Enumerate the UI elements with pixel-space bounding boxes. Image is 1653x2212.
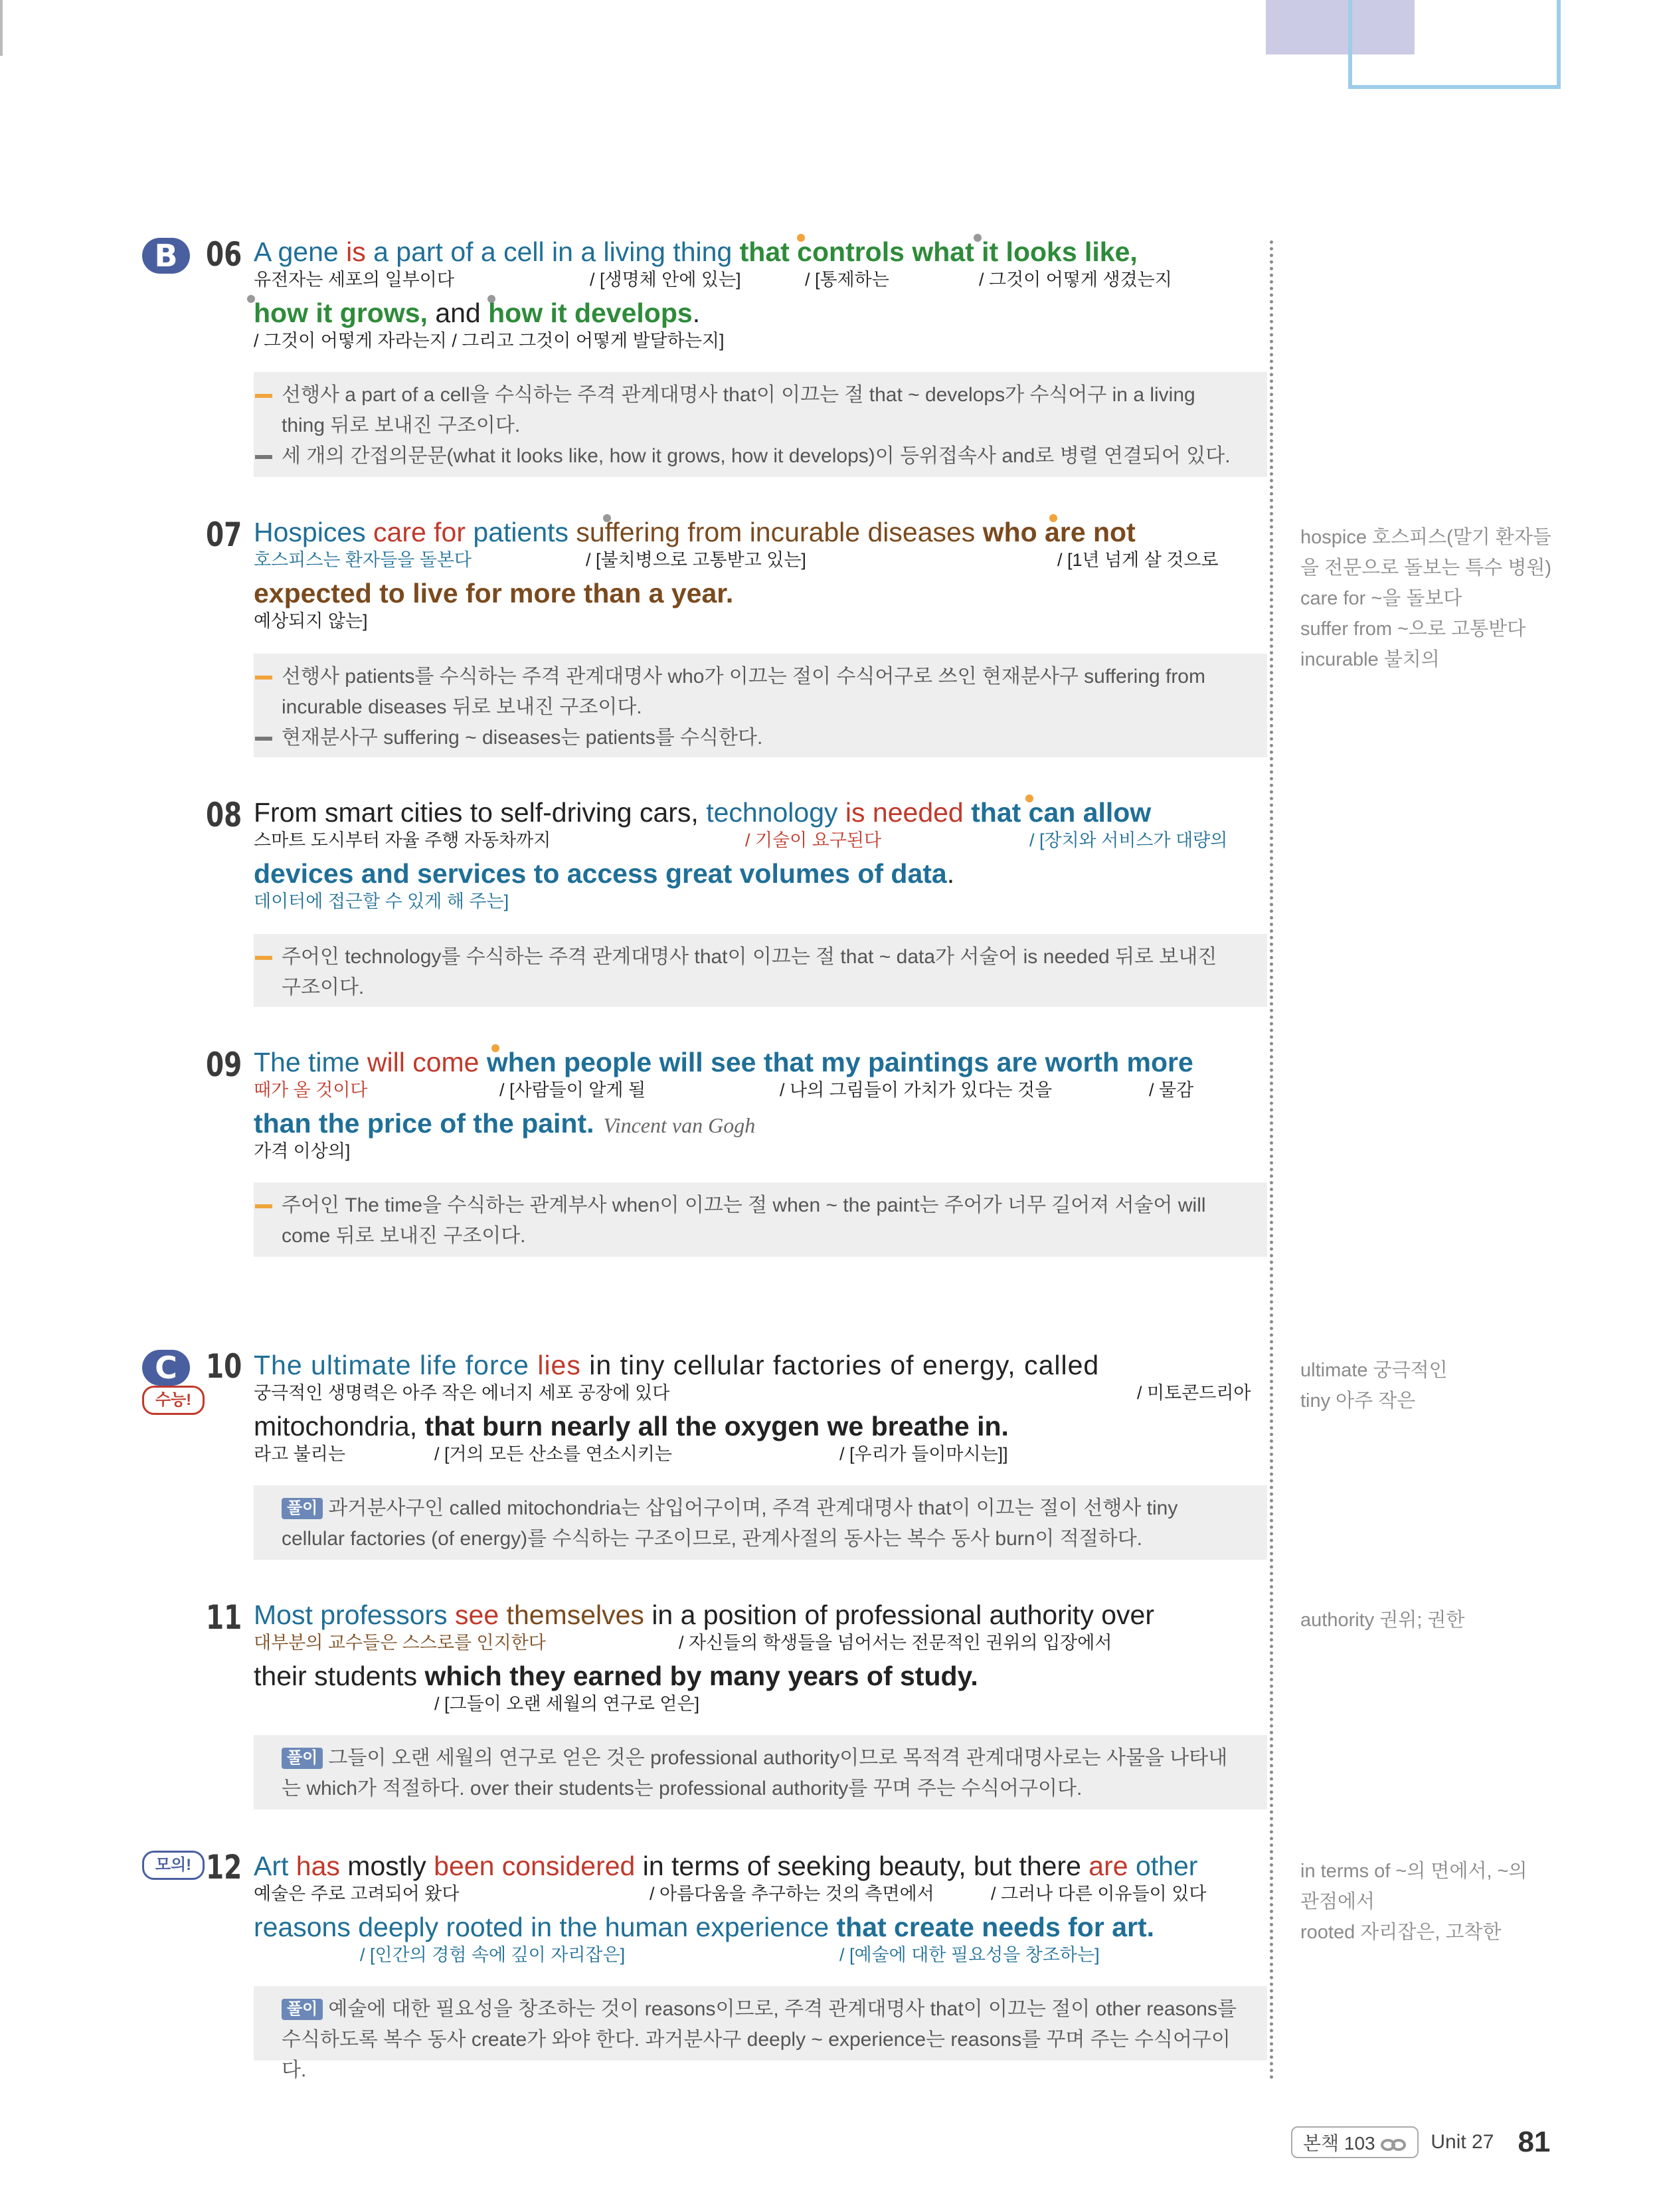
item-number: 08 bbox=[206, 796, 242, 834]
sentence-line: how it grows, and how it develops. bbox=[254, 298, 701, 328]
unit-label: Unit 27 bbox=[1431, 2131, 1494, 2153]
item-number: 10 bbox=[206, 1347, 242, 1386]
item-number: 07 bbox=[206, 515, 242, 554]
sentence-line: From smart cities to self-driving cars, technology is needed that can allow bbox=[254, 797, 1152, 828]
book-reference: 본책 103 bbox=[1291, 2126, 1419, 2158]
column-divider bbox=[1270, 240, 1273, 2080]
grammar-note: 주어인 technology를 수식하는 주격 관계대명사 that이 이끄는 절 that ~ data가 서술어 is needed 뒤로 보내진 구조이다. bbox=[254, 934, 1267, 1007]
section-b-badge: B bbox=[142, 238, 190, 274]
item-number: 11 bbox=[206, 1598, 242, 1637]
sentence-line: reasons deeply rooted in the human experience that create needs for art. bbox=[254, 1912, 1155, 1942]
translation-line: 데이터에 접근할 수 있게 해 주는] bbox=[254, 891, 509, 911]
item-number: 12 bbox=[206, 1848, 242, 1887]
sentence-line: expected to live for more than a year. bbox=[254, 578, 734, 608]
sentence-line: mitochondria, that burn nearly all the oxygen we breathe in. bbox=[254, 1411, 1009, 1441]
sentence-line: than the price of the paint. Vincent van Gogh bbox=[254, 1108, 756, 1139]
item-number: 06 bbox=[206, 235, 242, 274]
sentence-line: Art has mostly been considered in terms of seeking beauty, but there are other bbox=[254, 1851, 1198, 1881]
mock-exam-badge: 모의! bbox=[142, 1851, 205, 1880]
sentence-line: A gene is a part of a cell in a living thing that controls what it looks like, bbox=[254, 236, 1138, 267]
page-footer bbox=[1291, 2126, 1550, 2159]
sentence-line: The time will come when people will see that my paintings are worth more bbox=[254, 1047, 1193, 1077]
vocab-box: hospice 호스피스(말기 환자들 을 전문으로 돌보는 특수 병원) care for ~을 돌보다 suffer from ~으로 고통받다 incurable 불치의 bbox=[1300, 527, 1552, 670]
solution-note: 풀이 그들이 오랜 세월의 연구로 얻은 것은 professional authority이므로 목적격 관계대명사로는 사물을 나타내 는 which가 적절하다. over their students는 professional authority를 꾸며 주는 수식어구이다. bbox=[254, 1735, 1267, 1809]
vocab-box: ultimate 궁극적인 tiny 아주 작은 bbox=[1300, 1360, 1448, 1412]
suneung-badge: 수능! bbox=[142, 1386, 205, 1415]
solution-note: 풀이 과거분사구인 called mitochondria는 삽입어구이며, 주격 관계대명사 that이 이끄는 절이 선행사 tiny cellular factories (of energy)를 수식하는 구조이므로, 관계사절의 동사는 복수 동사 burn이 적절하다. bbox=[254, 1485, 1267, 1560]
corner-decoration-outline bbox=[1348, 0, 1561, 89]
vocab-box: in terms of ~의 면에서, ~의 관점에서 rooted 자리잡은, 고착한 bbox=[1300, 1861, 1527, 1943]
link-icon bbox=[1380, 2138, 1407, 2152]
sentence-line: Hospices care for patients suffering from incurable diseases who are not bbox=[254, 517, 1136, 547]
item-number: 09 bbox=[206, 1046, 242, 1084]
translation-line: 예상되지 않는] bbox=[254, 611, 368, 631]
grammar-note: 주어인 The time을 수식하는 관계부사 when이 이끄는 절 when ~ the paint는 주어가 너무 길어져 서술어 will come 뒤로 보내진 구조이다. bbox=[254, 1182, 1267, 1257]
translation-line: / 그것이 어떻게 자라는지 / 그리고 그것이 어떻게 발달하는지] bbox=[254, 331, 725, 351]
sentence-line: Most professors see themselves in a position of professional authority over bbox=[254, 1600, 1154, 1630]
sentence-line: The ultimate life force lies in tiny cellular factories of energy, called bbox=[254, 1350, 1100, 1380]
page-number: 81 bbox=[1518, 2126, 1551, 2158]
grammar-note: 선행사 patients를 수식하는 주격 관계대명사 who가 이끄는 절이 수식어구로 쓰인 현재분사구 suffering from incurable diseases 뒤로 보내진 구조이다. 현재분사구 suffering ~ diseases는 patients를 수식한다. bbox=[254, 654, 1267, 757]
grammar-note: 선행사 a part of a cell을 수식하는 주격 관계대명사 that이 이끄는 절 that ~ develops가 수식어구 in a living thing 뒤로 보내진 구조이다. 세 개의 간접의문문(what it looks like, how it grows, how it develops)이 등위접속사 and로 병렬 연결되어 있다. bbox=[254, 372, 1267, 477]
sentence-line: their students which they earned by many years of study. bbox=[254, 1661, 978, 1691]
sentence-line: devices and services to access great volumes of data. bbox=[254, 858, 955, 889]
vocab-box: authority 권위; 권한 bbox=[1300, 1610, 1465, 1631]
page-edge-mark bbox=[0, 0, 3, 56]
translation-line: 가격 이상의] bbox=[254, 1141, 351, 1161]
solution-note: 풀이 예술에 대한 필요성을 창조하는 것이 reasons이므로, 주격 관계대명사 that이 이끄는 절이 other reasons를 수식하도록 복수 동사 create가 와야 한다. 과거분사구 deeply ~ experience는 reasons를 꾸며 주는 수식어구이다. bbox=[254, 1986, 1267, 2061]
section-c-badge: C bbox=[142, 1350, 190, 1386]
